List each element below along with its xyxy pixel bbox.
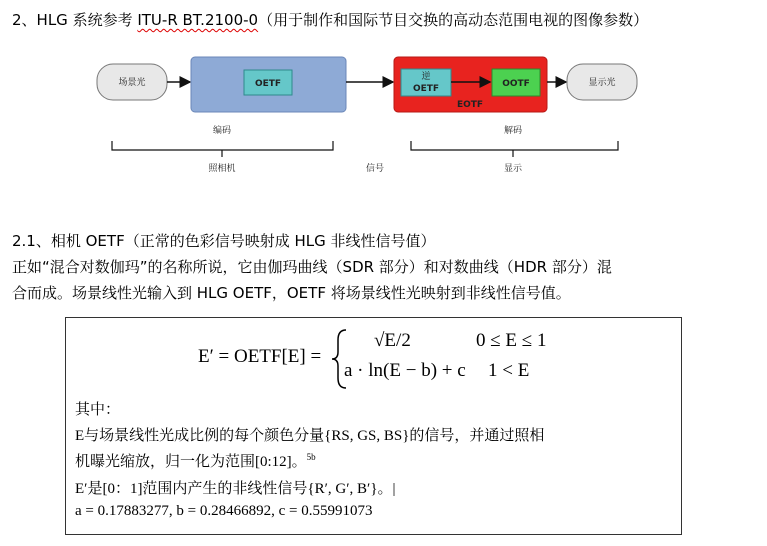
heading-prefix: 2、HLG 系统参考	[12, 11, 138, 29]
encode-label: 编码	[212, 126, 232, 136]
case2-condition: 1 < E	[488, 360, 530, 381]
paragraph-line-1: 正如“混合对数伽玛”的名称所说，它由伽玛曲线（SDR 部分）和对数曲线（HDR 部分）混	[12, 258, 612, 276]
formula-box	[65, 317, 682, 535]
constants-line: a = 0.17883277, b = 0.28466892, c = 0.55991073	[75, 503, 373, 519]
where-label: 其中：	[75, 402, 121, 418]
scene-light-label: 场景光	[118, 78, 146, 88]
case1-condition: 0 ≤ E ≤ 1	[476, 330, 547, 351]
hlg-pipeline-diagram	[0, 40, 767, 180]
camera-brace	[112, 141, 333, 157]
camera-label: 照相机	[208, 164, 236, 174]
display-light-label: 显示光	[588, 78, 616, 88]
def-e-line1: E与场景线性光成比例的每个颜色分量{RS, GS, BS}的信号，并通过照相	[75, 428, 545, 444]
formula-lhs: E′ = OETF[E] =	[198, 346, 322, 367]
def-e-line2: 机曝光缩放，归一化为范围[0:12]。$^{5b}$	[75, 452, 316, 470]
heading-suffix: （用于制作和国际节目交换的高动态范围电视的图像参数）	[258, 11, 649, 29]
signal-label: 信号	[365, 164, 385, 174]
inverse-label: 逆	[421, 72, 431, 82]
display-brace	[411, 141, 618, 157]
section-heading	[12, 9, 648, 30]
eotf-label: EOTF	[456, 100, 484, 110]
oetf-label: OETF	[254, 79, 282, 89]
decode-label: 解码	[503, 126, 523, 136]
footnote-ref: 5b	[306, 452, 316, 462]
display-label: 显示	[503, 164, 523, 174]
paragraph-line-2: 合而成。场景线性光输入到 HLG OETF，OETF 将场景线性光映射到非线性信号值。	[12, 284, 571, 302]
case1-expression: √E/2	[374, 330, 411, 351]
subsection-title: 2.1、相机 OETF（正常的色彩信号映射成 HLG 非线性信号值）	[12, 232, 436, 250]
case2-expression: a · ln(E − b) + c	[344, 360, 466, 381]
standard-reference: ITU-R BT.2100-0	[137, 11, 259, 29]
inverse-oetf-label: OETF	[412, 84, 440, 94]
def-eprime: E′是[0：1]范围内产生的非线性信号{R′, G′, B′}。|	[75, 481, 396, 497]
ootf-label: OOTF	[502, 79, 530, 89]
